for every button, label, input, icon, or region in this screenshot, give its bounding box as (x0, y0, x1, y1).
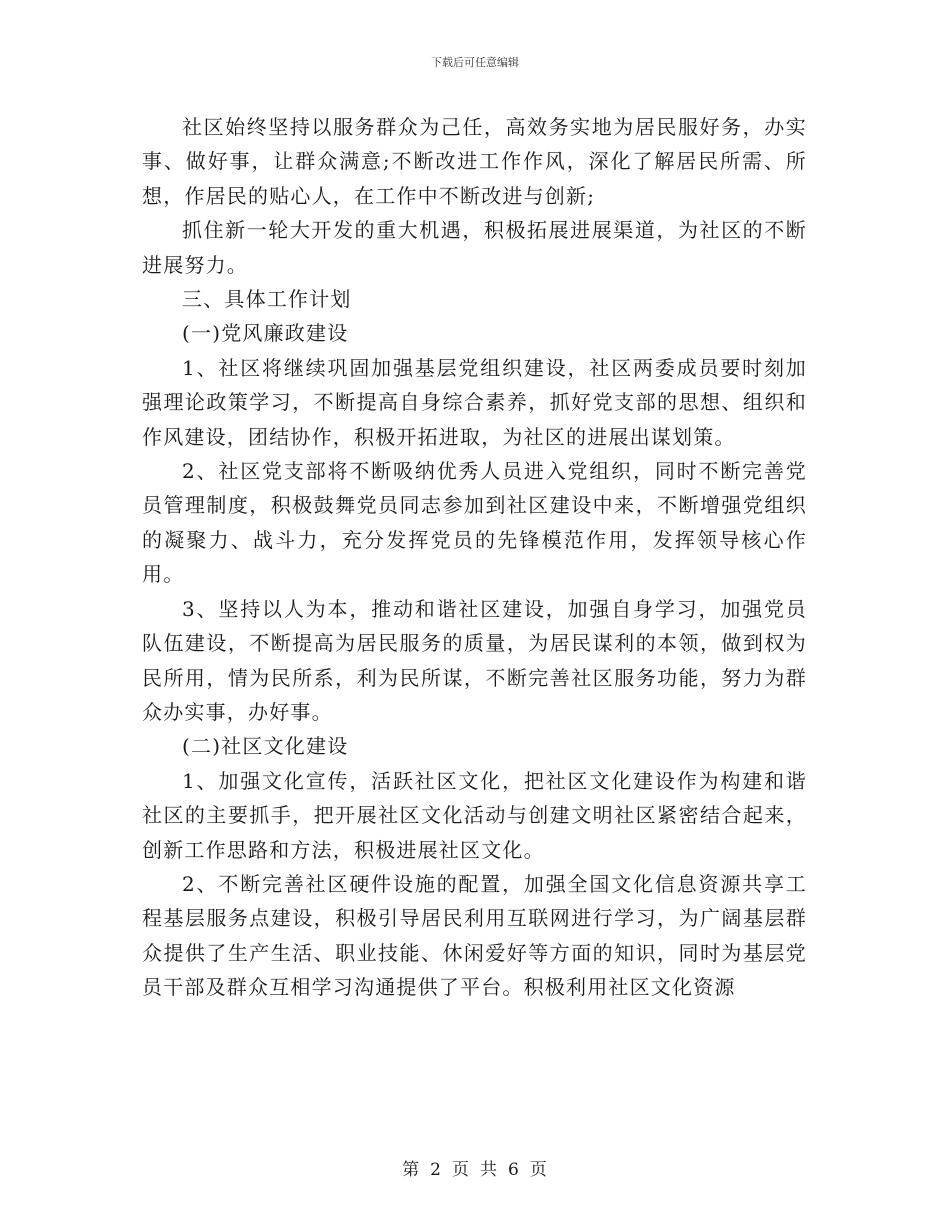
total-label-prefix: 共 (480, 1160, 498, 1180)
page-header: 下载后可任意编辑 (431, 56, 519, 69)
subsection-heading-1: (一)党风廉政建设 (182, 321, 349, 346)
paragraph-2: 抓住新一轮大开发的重大机遇，积极拓展进展渠道，为社区的不断进展努力。 (142, 218, 807, 277)
subsection-heading-2: (二)社区文化建设 (182, 734, 349, 759)
paragraph-party-2: 2、社区党支部将不断吸纳优秀人员进入党组织，同时不断完善党员管理制度，积极鼓舞党员同志参加到社区建设中来，不断增强党组织的凝聚力、战斗力，充分发挥党员的先锋模范作用，发挥领导核心作用。 (142, 459, 807, 587)
paragraph-party-1: 1、社区将继续巩固加强基层党组织建设，社区两委成员要时刻加强理论政策学习，不断提高自身综合素养，抓好党支部的思想、组织和作风建设，团结协作，积极开拓进取，为社区的进展出谋划策。 (142, 355, 807, 449)
paragraph-1: 社区始终坚持以服务群众为己任，高效务实地为居民服好务，办实事、做好事，让群众满意;不断改进工作作风，深化了解居民所需、所想，作居民的贴心人，在工作中不断改进与创新; (142, 115, 807, 208)
total-page-number: 6 (508, 1160, 520, 1180)
total-label-suffix: 页 (529, 1160, 548, 1180)
paragraph-party-3: 3、坚持以人为本，推动和谐社区建设，加强自身学习，加强党员队伍建设，不断提高为居民服务的质量，为居民谋利的本领，做到权为民所用，情为民所系，利为民所谋，不断完善社区服务功能，努力为群众办实事，办好事。 (142, 596, 807, 724)
current-page-number: 2 (430, 1160, 442, 1180)
page-label-prefix: 第 (402, 1160, 421, 1180)
paragraph-culture-1: 1、加强文化宣传，活跃社区文化，把社区文化建设作为构建和谐社区的主要抓手，把开展社区文化活动与创建文明社区紧密结合起来，创新工作思路和方法，积极进展社区文化。 (142, 768, 807, 862)
paragraph-culture-2: 2、不断完善社区硬件设施的配置，加强全国文化信息资源共享工程基层服务点建设，积极引导居民利用互联网进行学习，为广阔基层群众提供了生产生活、职业技能、休闲爱好等方面的知识，同时为基层党员干部及群众互相学习沟通提供了平台。积极利用社区文化资源 (142, 871, 807, 1000)
section-heading-3: 三、具体工作计划 (182, 287, 352, 312)
page-label-mid: 页 (452, 1160, 470, 1180)
document-body (142, 110, 807, 1005)
page-footer (0, 1155, 950, 1180)
